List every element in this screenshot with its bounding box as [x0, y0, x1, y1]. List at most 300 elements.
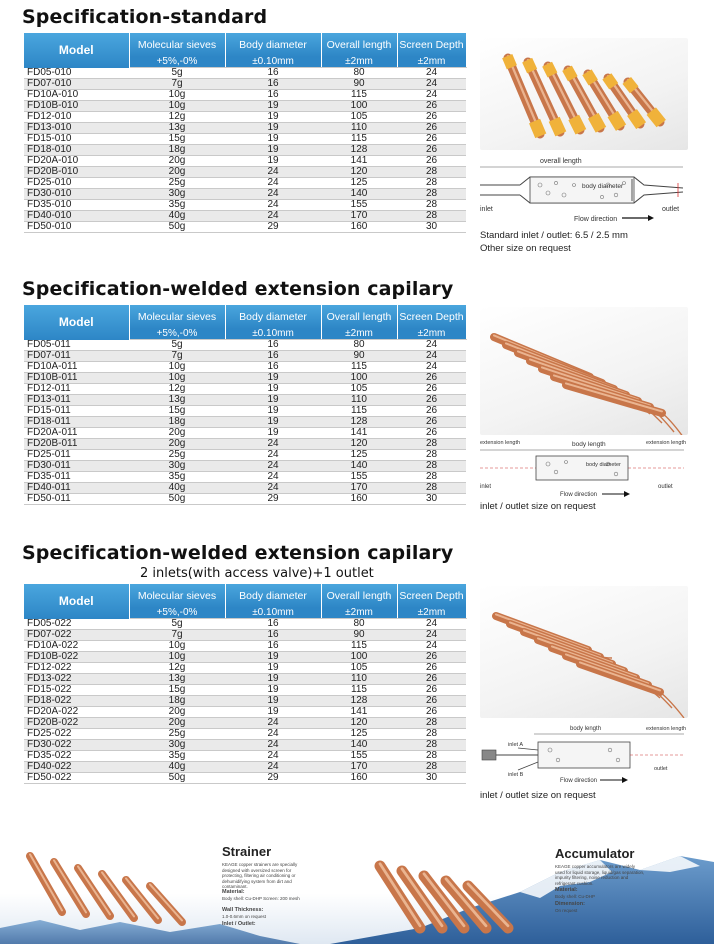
body-length-label: body length: [570, 726, 602, 732]
diameter-cell: 19: [225, 134, 321, 145]
length-cell: 141: [321, 707, 397, 718]
length-cell: 115: [321, 685, 397, 696]
table-row: [24, 773, 466, 784]
screen-cell: 24: [397, 362, 466, 373]
table-header-model: Model: [24, 584, 129, 619]
sieves-cell: 18g: [129, 417, 225, 428]
screen-cell: 28: [397, 461, 466, 472]
screen-cell: 28: [397, 740, 466, 751]
outlet-label: outlet: [662, 206, 680, 213]
model-cell: FD30-011: [24, 461, 129, 472]
table-row: [24, 90, 466, 101]
model-cell: FD05-011: [24, 340, 129, 351]
length-cell: 100: [321, 373, 397, 384]
tolerance-cell: ±2mm: [397, 57, 466, 68]
model-cell: FD07-022: [24, 630, 129, 641]
model-cell: FD18-022: [24, 696, 129, 707]
model-cell: FD12-022: [24, 663, 129, 674]
diameter-cell: 24: [225, 483, 321, 494]
diameter-cell: 19: [225, 696, 321, 707]
tolerance-cell: ±2mm: [397, 608, 466, 619]
model-cell: FD20B-010: [24, 167, 129, 178]
diameter-cell: 29: [225, 494, 321, 505]
screen-cell: 26: [397, 406, 466, 417]
extension-length-label: extension length: [646, 440, 687, 446]
screen-cell: 28: [397, 200, 466, 211]
table-row: [24, 663, 466, 674]
screen-cell: 30: [397, 773, 466, 784]
model-cell: FD15-022: [24, 685, 129, 696]
table-row: [24, 134, 466, 145]
diameter-cell: 19: [225, 112, 321, 123]
strainer-wall: 1.0-0.6mm on request: [222, 914, 267, 919]
spec-note: inlet / outlet size on request: [480, 501, 596, 512]
diameter-cell: 19: [225, 417, 321, 428]
yellow-cap: [651, 111, 661, 123]
model-cell: FD10B-011: [24, 373, 129, 384]
table-row: [24, 483, 466, 494]
screen-cell: 26: [397, 373, 466, 384]
tolerance-cell: ±0.10mm: [225, 329, 321, 340]
model-cell: FD20A-011: [24, 428, 129, 439]
sieves-cell: 7g: [129, 351, 225, 362]
sieves-cell: 10g: [129, 101, 225, 112]
extension-length-label: extension length: [646, 726, 687, 732]
diameter-cell: 19: [225, 707, 321, 718]
table-row: [24, 222, 466, 233]
body-diameter-label: body diameter: [586, 462, 621, 468]
table-row: [24, 641, 466, 652]
diameter-cell: 16: [225, 90, 321, 101]
inlet-b-label: inlet B: [508, 772, 524, 778]
drier-tubes-image: [480, 38, 688, 150]
sieves-cell: 35g: [129, 751, 225, 762]
table-row: [24, 112, 466, 123]
length-cell: 128: [321, 417, 397, 428]
sieves-cell: 7g: [129, 79, 225, 90]
section-title: Specification-standard: [22, 6, 268, 28]
table-row: [24, 696, 466, 707]
sieves-cell: 35g: [129, 200, 225, 211]
inlet-label: inlet: [480, 484, 492, 490]
diameter-cell: 19: [225, 685, 321, 696]
length-cell: 115: [321, 641, 397, 652]
diameter-cell: 24: [225, 740, 321, 751]
table-row: [24, 472, 466, 483]
length-cell: 120: [321, 439, 397, 450]
table-row: [24, 652, 466, 663]
product-photo-welded: [480, 307, 688, 435]
length-cell: 160: [321, 773, 397, 784]
screen-cell: 24: [397, 68, 466, 79]
screen-cell: 28: [397, 450, 466, 461]
screen-cell: 26: [397, 663, 466, 674]
screen-cell: 26: [397, 696, 466, 707]
inlet-a-label: inlet A: [508, 742, 523, 748]
table-row: [24, 340, 466, 351]
drier-diagram-welded: [478, 438, 688, 500]
length-cell: 125: [321, 729, 397, 740]
length-cell: 141: [321, 156, 397, 167]
length-cell: 115: [321, 90, 397, 101]
length-cell: 140: [321, 740, 397, 751]
sieves-cell: 30g: [129, 740, 225, 751]
diameter-cell: 24: [225, 189, 321, 200]
yellow-cap: [535, 121, 541, 136]
sieves-cell: 20g: [129, 707, 225, 718]
diameter-cell: 24: [225, 450, 321, 461]
length-cell: 120: [321, 718, 397, 729]
table-row: [24, 740, 466, 751]
screen-cell: 24: [397, 79, 466, 90]
table-row: [24, 674, 466, 685]
screen-cell: 26: [397, 123, 466, 134]
length-cell: 115: [321, 406, 397, 417]
diameter-cell: 19: [225, 373, 321, 384]
screen-cell: 24: [397, 340, 466, 351]
sieves-cell: 40g: [129, 762, 225, 773]
table-row: [24, 630, 466, 641]
spec-table: [24, 305, 467, 505]
accumulator-title: Accumulator: [555, 846, 635, 861]
diameter-cell: 16: [225, 340, 321, 351]
diameter-cell: 19: [225, 674, 321, 685]
table-row: [24, 373, 466, 384]
screen-cell: 28: [397, 483, 466, 494]
table-row: [24, 619, 466, 630]
sieves-cell: 5g: [129, 68, 225, 79]
length-cell: 140: [321, 461, 397, 472]
length-cell: 105: [321, 663, 397, 674]
screen-cell: 24: [397, 351, 466, 362]
table-header-sieves: Molecular sieves: [129, 33, 225, 57]
diameter-cell: 29: [225, 222, 321, 233]
model-cell: FD05-010: [24, 68, 129, 79]
table-row: [24, 145, 466, 156]
diameter-cell: 19: [225, 145, 321, 156]
length-cell: 100: [321, 652, 397, 663]
accumulator-dimension-label: Dimension:: [555, 901, 585, 907]
length-cell: 110: [321, 123, 397, 134]
diameter-cell: 16: [225, 619, 321, 630]
diameter-cell: 16: [225, 641, 321, 652]
diameter-cell: 24: [225, 751, 321, 762]
screen-cell: 28: [397, 439, 466, 450]
model-cell: FD13-011: [24, 395, 129, 406]
sieves-cell: 30g: [129, 189, 225, 200]
table-row: [24, 362, 466, 373]
diameter-cell: 19: [225, 123, 321, 134]
sieves-cell: 15g: [129, 685, 225, 696]
screen-cell: 26: [397, 674, 466, 685]
length-cell: 155: [321, 472, 397, 483]
body-length-label: body length: [572, 441, 606, 448]
spec-note: Other size on request: [480, 243, 571, 254]
table-row: [24, 384, 466, 395]
sieves-cell: 25g: [129, 450, 225, 461]
length-cell: 80: [321, 68, 397, 79]
sieves-cell: 10g: [129, 641, 225, 652]
drier-2inlet-image: [480, 586, 688, 718]
screen-cell: 28: [397, 718, 466, 729]
model-cell: FD10A-022: [24, 641, 129, 652]
length-cell: 80: [321, 340, 397, 351]
model-cell: FD40-010: [24, 211, 129, 222]
model-cell: FD15-010: [24, 134, 129, 145]
table-row: [24, 428, 466, 439]
sieves-cell: 20g: [129, 428, 225, 439]
table-row: [24, 395, 466, 406]
sieves-cell: 10g: [129, 373, 225, 384]
model-cell: FD40-011: [24, 483, 129, 494]
sieves-cell: 35g: [129, 472, 225, 483]
table-header-diameter: Body diameter: [225, 33, 321, 57]
inlet-label: inlet: [480, 206, 493, 213]
outlet-label: outlet: [658, 484, 673, 490]
accumulator-description: KEAGE copper accumulators are widely used for liquid storage, liquid/gas separation, impurity filtering, noise reduction and refrigerant cushion.: [555, 864, 645, 886]
spec-note: inlet / outlet size on request: [480, 790, 596, 801]
table-row: [24, 406, 466, 417]
screen-cell: 26: [397, 145, 466, 156]
sieves-cell: 20g: [129, 167, 225, 178]
diameter-cell: 24: [225, 200, 321, 211]
strainer-title: Strainer: [222, 844, 272, 859]
diameter-cell: 24: [225, 729, 321, 740]
screen-cell: 28: [397, 729, 466, 740]
screen-cell: 30: [397, 222, 466, 233]
product-banner: [0, 832, 714, 944]
screen-cell: 26: [397, 156, 466, 167]
screen-cell: 26: [397, 685, 466, 696]
sieves-cell: 12g: [129, 663, 225, 674]
sieves-cell: 20g: [129, 718, 225, 729]
yellow-cap: [574, 117, 581, 131]
overall-length-label: overall length: [540, 158, 582, 165]
table-header-length: Overall length: [321, 305, 397, 329]
sieves-cell: 15g: [129, 406, 225, 417]
yellow-cap: [632, 113, 641, 126]
drier-diagram-2inlets: [478, 722, 688, 786]
screen-cell: 28: [397, 751, 466, 762]
table-row: [24, 718, 466, 729]
diameter-cell: 19: [225, 395, 321, 406]
length-cell: 160: [321, 222, 397, 233]
length-cell: 80: [321, 619, 397, 630]
sieves-cell: 40g: [129, 211, 225, 222]
body-diameter-label: body diameter: [582, 183, 624, 190]
screen-cell: 26: [397, 112, 466, 123]
model-cell: FD05-022: [24, 619, 129, 630]
screen-cell: 24: [397, 630, 466, 641]
product-photo-standard: [480, 38, 688, 150]
tolerance-cell: ±2mm: [321, 329, 397, 340]
extension-length-label: extension length: [480, 440, 521, 446]
model-cell: FD13-010: [24, 123, 129, 134]
outlet-label: outlet: [654, 766, 668, 772]
strainer-inlet-label: Inlet / Outlet:: [222, 921, 256, 927]
screen-cell: 24: [397, 641, 466, 652]
sieves-cell: 10g: [129, 652, 225, 663]
length-cell: 128: [321, 145, 397, 156]
flow-direction-label: Flow direction: [560, 492, 598, 498]
table-row: [24, 751, 466, 762]
sieves-cell: 50g: [129, 494, 225, 505]
model-cell: FD10A-010: [24, 90, 129, 101]
diameter-cell: 19: [225, 384, 321, 395]
diameter-cell: 16: [225, 351, 321, 362]
table-header-screen: Screen Depth: [397, 33, 466, 57]
screen-cell: 26: [397, 652, 466, 663]
screen-cell: 30: [397, 494, 466, 505]
table-row: [24, 450, 466, 461]
spec-note: Standard inlet / outlet: 6.5 / 2.5 mm: [480, 230, 628, 241]
diameter-cell: 19: [225, 663, 321, 674]
sieves-cell: 10g: [129, 90, 225, 101]
sieves-cell: 5g: [129, 340, 225, 351]
length-cell: 90: [321, 79, 397, 90]
table-header-model: Model: [24, 33, 129, 68]
tolerance-cell: +5%,-0%: [129, 329, 225, 340]
table-row: [24, 156, 466, 167]
model-cell: FD12-010: [24, 112, 129, 123]
sieves-cell: 13g: [129, 395, 225, 406]
table-row: [24, 351, 466, 362]
product-photo-2inlets: [480, 586, 688, 718]
model-cell: FD50-011: [24, 494, 129, 505]
model-cell: FD18-010: [24, 145, 129, 156]
diameter-cell: 16: [225, 68, 321, 79]
strainer-material: Body shell: Cu-DHP Screen: 200 mesh: [222, 896, 300, 901]
sieves-cell: 18g: [129, 696, 225, 707]
sieves-cell: 10g: [129, 362, 225, 373]
section-title: Specification-welded extension capilary: [22, 278, 454, 300]
length-cell: 90: [321, 630, 397, 641]
screen-cell: 26: [397, 428, 466, 439]
length-cell: 90: [321, 351, 397, 362]
tolerance-cell: ±2mm: [321, 57, 397, 68]
model-cell: FD25-011: [24, 450, 129, 461]
table-row: [24, 68, 466, 79]
model-cell: FD10B-022: [24, 652, 129, 663]
model-cell: FD10A-011: [24, 362, 129, 373]
table-header-diameter: Body diameter: [225, 305, 321, 329]
section-title: Specification-welded extension capilary: [22, 542, 454, 564]
length-cell: 105: [321, 384, 397, 395]
model-cell: FD20B-022: [24, 718, 129, 729]
table-row: [24, 123, 466, 134]
model-cell: FD07-010: [24, 79, 129, 90]
tolerance-cell: +5%,-0%: [129, 57, 225, 68]
model-cell: FD18-011: [24, 417, 129, 428]
diameter-cell: 19: [225, 156, 321, 167]
screen-cell: 24: [397, 619, 466, 630]
model-cell: FD30-022: [24, 740, 129, 751]
table-row: [24, 417, 466, 428]
length-cell: 155: [321, 200, 397, 211]
screen-cell: 28: [397, 189, 466, 200]
model-cell: FD10B-010: [24, 101, 129, 112]
model-cell: FD50-010: [24, 222, 129, 233]
length-cell: 160: [321, 494, 397, 505]
flow-direction-label: Flow direction: [560, 778, 598, 784]
screen-cell: 26: [397, 395, 466, 406]
strainer-wall-label: Wall Thickness:: [222, 907, 264, 913]
table-row: [24, 79, 466, 90]
model-cell: FD15-011: [24, 406, 129, 417]
drier-diagram-standard: [478, 155, 688, 225]
drier-capillary-image: [480, 307, 688, 435]
sieves-cell: 15g: [129, 134, 225, 145]
diameter-cell: 24: [225, 167, 321, 178]
screen-cell: 26: [397, 384, 466, 395]
table-row: [24, 101, 466, 112]
length-cell: 170: [321, 483, 397, 494]
length-cell: 110: [321, 674, 397, 685]
model-cell: FD25-022: [24, 729, 129, 740]
length-cell: 115: [321, 362, 397, 373]
sieves-cell: 13g: [129, 674, 225, 685]
model-cell: FD13-022: [24, 674, 129, 685]
flow-direction-label: Flow direction: [574, 216, 618, 223]
diameter-cell: 19: [225, 428, 321, 439]
screen-cell: 28: [397, 472, 466, 483]
table-row: [24, 494, 466, 505]
tolerance-cell: +5%,-0%: [129, 608, 225, 619]
diameter-cell: 16: [225, 79, 321, 90]
diameter-cell: 24: [225, 718, 321, 729]
model-cell: FD35-011: [24, 472, 129, 483]
diameter-cell: 19: [225, 406, 321, 417]
sieves-cell: 50g: [129, 222, 225, 233]
screen-cell: 26: [397, 134, 466, 145]
diameter-cell: 24: [225, 762, 321, 773]
length-cell: 125: [321, 450, 397, 461]
sieves-cell: 7g: [129, 630, 225, 641]
model-cell: FD30-010: [24, 189, 129, 200]
diameter-cell: 19: [225, 101, 321, 112]
model-cell: FD07-011: [24, 351, 129, 362]
diameter-cell: 24: [225, 472, 321, 483]
spec-table: [24, 584, 467, 784]
length-cell: 128: [321, 696, 397, 707]
length-cell: 170: [321, 762, 397, 773]
length-cell: 170: [321, 211, 397, 222]
strainer-description: KEAGE copper strainers are specially designed with oversized screen for protecting, filtering air conditioning or dehumidifying system from dirt and contaminant.: [222, 862, 298, 889]
table-row: [24, 762, 466, 773]
length-cell: 105: [321, 112, 397, 123]
diameter-cell: 29: [225, 773, 321, 784]
model-cell: FD35-022: [24, 751, 129, 762]
length-cell: 120: [321, 167, 397, 178]
table-row: [24, 167, 466, 178]
model-cell: FD12-011: [24, 384, 129, 395]
sieves-cell: 13g: [129, 123, 225, 134]
sieves-cell: 20g: [129, 156, 225, 167]
sieves-cell: 25g: [129, 729, 225, 740]
sieves-cell: 12g: [129, 384, 225, 395]
spec-table: [24, 33, 467, 233]
screen-cell: 24: [397, 90, 466, 101]
model-cell: FD35-010: [24, 200, 129, 211]
section-subtitle: 2 inlets(with access valve)+1 outlet: [140, 566, 374, 581]
model-cell: FD20B-011: [24, 439, 129, 450]
sieves-cell: 12g: [129, 112, 225, 123]
model-cell: FD50-022: [24, 773, 129, 784]
table-row: [24, 461, 466, 472]
screen-cell: 26: [397, 101, 466, 112]
table-row: [24, 178, 466, 189]
sieves-cell: 18g: [129, 145, 225, 156]
